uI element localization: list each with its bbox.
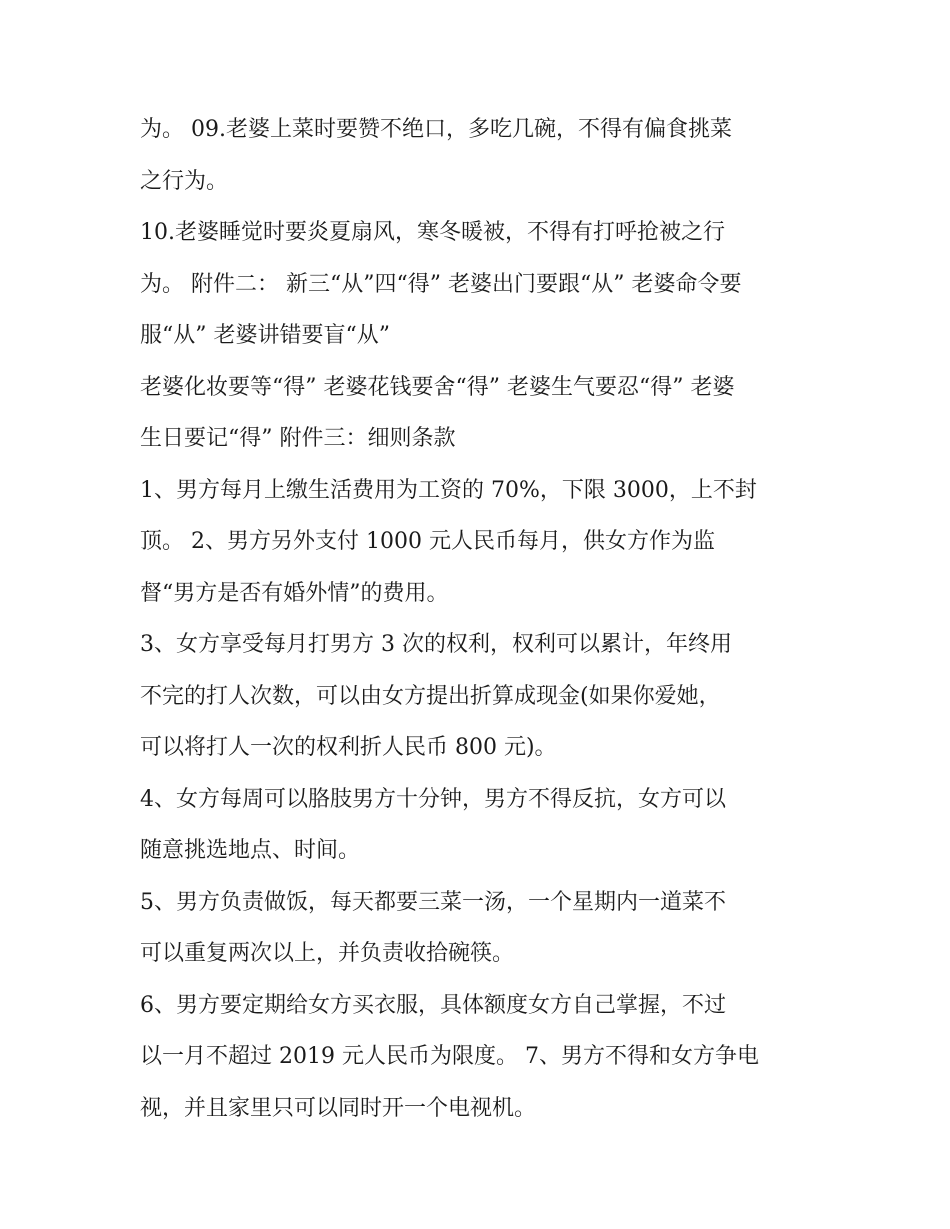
text-line: 服“从” 老婆讲错要盲“从” bbox=[140, 323, 390, 348]
text-line: 督“男方是否有婚外情”的费用。 bbox=[140, 580, 449, 606]
text-line: 以一月不超过 2019 元人民币为限度。 7、男方不得和女方争电 bbox=[140, 1044, 759, 1069]
text-line: 6、男方要定期给女方买衣服，具体额度女方自己掌握，不过 bbox=[140, 992, 726, 1018]
text-line: 随意挑选地点、时间。 bbox=[140, 838, 361, 863]
text-line: 不完的打人次数，可以由女方提出折算成现金(如果你爱她， bbox=[140, 683, 721, 709]
text-line: 生日要记“得” 附件三：细则条款 bbox=[140, 426, 456, 451]
text-line: 老婆化妆要等“得” 老婆花钱要舍“得” 老婆生气要忍“得” 老婆 bbox=[140, 374, 735, 400]
document-body bbox=[140, 104, 820, 1134]
text-line: 5、男方负责做饭，每天都要三菜一汤，一个星期内一道菜不 bbox=[140, 889, 726, 915]
text-line: 可以重复两次以上，并负责收拾碗筷。 bbox=[140, 941, 515, 966]
text-line: 3、女方享受每月打男方 3 次的权利，权利可以累计，年终用 bbox=[140, 632, 732, 657]
text-line: 为。 附件二： 新三“从”四“得” 老婆出门要跟“从” 老婆命令要 bbox=[140, 271, 742, 297]
text-line: 可以将打人一次的权利折人民币 800 元)。 bbox=[140, 735, 557, 760]
text-line: 为。 09.老婆上菜时要赞不绝口，多吃几碗，不得有偏食挑菜 bbox=[140, 117, 732, 142]
text-line: 4、女方每周可以胳肢男方十分钟，男方不得反抗，女方可以 bbox=[140, 786, 726, 812]
text-line: 视，并且家里只可以同时开一个电视机。 bbox=[140, 1095, 537, 1121]
text-line: 1、男方每月上缴生活费用为工资的 70%，下限 3000，上不封 bbox=[140, 477, 757, 503]
text-line: 顶。 2、男方另外支付 1000 元人民币每月，供女方作为监 bbox=[140, 529, 715, 554]
text-line: 之行为。 bbox=[140, 168, 229, 194]
text-line: 10.老婆睡觉时要炎夏扇风，寒冬暖被，不得有打呼抢被之行 bbox=[140, 220, 725, 245]
